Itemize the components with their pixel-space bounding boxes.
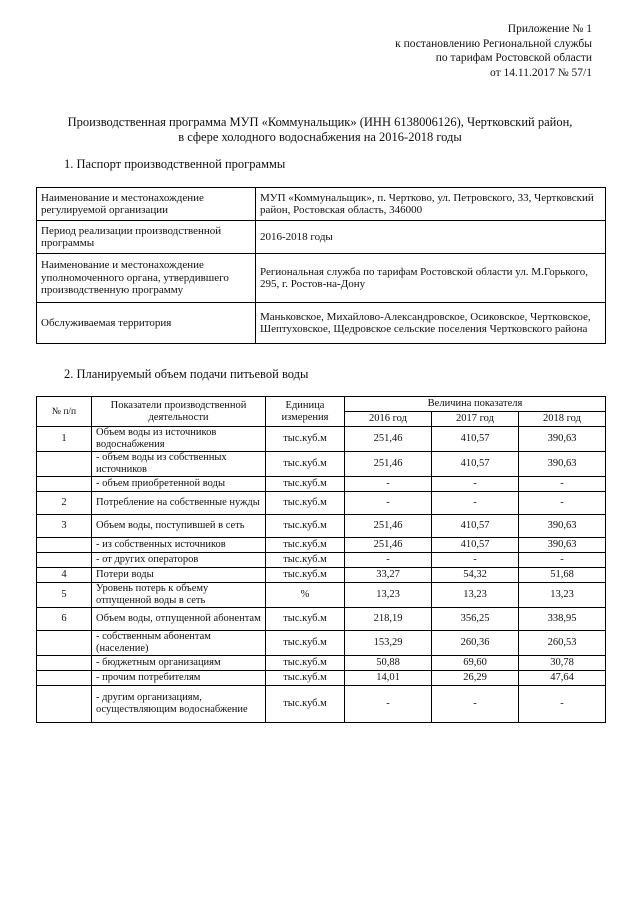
header-unit: Единица измерения	[266, 397, 345, 427]
table-row	[37, 656, 606, 671]
row-number	[37, 452, 92, 477]
appendix-line: к постановлению Региональной службы	[395, 37, 592, 50]
row-indicator: - собственным абонентам (население)	[92, 631, 266, 656]
row-number: 2	[37, 492, 92, 515]
row-number	[37, 553, 92, 568]
table-row	[37, 538, 606, 553]
row-unit: %	[266, 583, 345, 608]
row-value-2017: 410,57	[432, 515, 519, 538]
table-row	[37, 515, 606, 538]
table-row	[37, 303, 606, 344]
row-value-2017: 410,57	[432, 538, 519, 553]
row-indicator: - прочим потребителям	[92, 671, 266, 686]
row-value-2018: 51,68	[519, 568, 606, 583]
row-unit: тыс.куб.м	[266, 686, 345, 723]
header-year-2017: 2017 год	[432, 412, 519, 427]
row-value-2016: 153,29	[345, 631, 432, 656]
row-value-2017: 26,29	[432, 671, 519, 686]
row-number	[37, 477, 92, 492]
section-heading-passport: 1. Паспорт производственной программы	[64, 157, 286, 171]
passport-key: Период реализации производственной программы	[37, 221, 256, 254]
row-value-2016: 251,46	[345, 515, 432, 538]
row-value-2018: -	[519, 477, 606, 492]
row-indicator: Объем воды, поступившей в сеть	[92, 515, 266, 538]
table-row	[37, 671, 606, 686]
row-unit: тыс.куб.м	[266, 553, 345, 568]
row-number: 3	[37, 515, 92, 538]
header-name: Показатели производственной деятельности	[92, 397, 266, 427]
row-value-2017: 410,57	[432, 427, 519, 452]
row-value-2016: -	[345, 686, 432, 723]
row-value-2016: 50,88	[345, 656, 432, 671]
volume-table-body	[37, 427, 606, 723]
appendix-line: Приложение № 1	[507, 23, 592, 35]
volume-table	[36, 396, 606, 723]
row-value-2018: 260,53	[519, 631, 606, 656]
row-value-2016: -	[345, 477, 432, 492]
header-group: Величина показателя	[345, 397, 606, 412]
row-number	[37, 686, 92, 723]
table-row	[37, 452, 606, 477]
table-header-row	[37, 397, 606, 412]
passport-key: Наименование и местонахождение уполномоченного органа, утвердившего производственную программу	[37, 254, 256, 303]
row-indicator: Потребление на собственные нужды	[92, 492, 266, 515]
section-heading-volume: 2. Планируемый объем подачи питьевой воды	[64, 367, 309, 381]
table-row	[37, 188, 606, 221]
row-number: 5	[37, 583, 92, 608]
row-unit: тыс.куб.м	[266, 656, 345, 671]
row-value-2016: 218,19	[345, 608, 432, 631]
row-unit: тыс.куб.м	[266, 515, 345, 538]
row-unit: тыс.куб.м	[266, 538, 345, 553]
table-row	[37, 254, 606, 303]
row-value-2017: 260,36	[432, 631, 519, 656]
row-value-2018: 390,63	[519, 515, 606, 538]
row-value-2016: 33,27	[345, 568, 432, 583]
row-unit: тыс.куб.м	[266, 671, 345, 686]
appendix-line: от 14.11.2017 № 57/1	[490, 66, 592, 79]
row-number	[37, 631, 92, 656]
row-unit: тыс.куб.м	[266, 608, 345, 631]
row-value-2016: -	[345, 553, 432, 568]
row-indicator: Потери воды	[92, 568, 266, 583]
row-indicator: - бюджетным организациям	[92, 656, 266, 671]
row-indicator: - объем воды из собственных источников	[92, 452, 266, 477]
row-unit: тыс.куб.м	[266, 631, 345, 656]
passport-value: Маньковское, Михайлово-Александровское, Осиковское, Чертковское, Шептуховское, Щедровское сельские поселения Чертковского района	[256, 303, 606, 344]
row-value-2016: 13,23	[345, 583, 432, 608]
row-value-2018: 338,95	[519, 608, 606, 631]
header-year-2016: 2016 год	[345, 412, 432, 427]
table-row	[37, 492, 606, 515]
row-indicator: Уровень потерь к объему отпущенной воды в сеть	[92, 583, 266, 608]
row-indicator: - от других операторов	[92, 553, 266, 568]
row-value-2018: -	[519, 553, 606, 568]
row-unit: тыс.куб.м	[266, 477, 345, 492]
passport-value: 2016-2018 годы	[256, 221, 606, 254]
row-value-2018: -	[519, 686, 606, 723]
table-row	[37, 553, 606, 568]
table-row	[37, 686, 606, 723]
title-line: Производственная программа МУП «Коммунальщик» (ИНН 6138006126), Чертковский район,	[67, 115, 573, 129]
row-value-2017: -	[432, 492, 519, 515]
row-indicator: - другим организациям, осуществляющим водоснабжение	[92, 686, 266, 723]
row-value-2017: 69,60	[432, 656, 519, 671]
row-number	[37, 656, 92, 671]
table-row	[37, 477, 606, 492]
row-unit: тыс.куб.м	[266, 427, 345, 452]
row-number: 1	[37, 427, 92, 452]
table-row	[37, 583, 606, 608]
passport-key: Обслуживаемая территория	[37, 303, 256, 344]
passport-table	[36, 187, 606, 344]
row-value-2018: 390,63	[519, 452, 606, 477]
passport-value: Региональная служба по тарифам Ростовской области ул. М.Горького, 295, г. Ростов-на-Дону	[256, 254, 606, 303]
row-value-2017: -	[432, 553, 519, 568]
row-value-2018: 13,23	[519, 583, 606, 608]
row-value-2017: 356,25	[432, 608, 519, 631]
row-indicator: - объем приобретенной воды	[92, 477, 266, 492]
row-value-2018: 47,64	[519, 671, 606, 686]
table-row	[37, 608, 606, 631]
row-number: 4	[37, 568, 92, 583]
row-indicator: - из собственных источников	[92, 538, 266, 553]
row-unit: тыс.куб.м	[266, 492, 345, 515]
row-value-2017: -	[432, 477, 519, 492]
row-unit: тыс.куб.м	[266, 452, 345, 477]
row-number	[37, 538, 92, 553]
row-value-2017: 13,23	[432, 583, 519, 608]
passport-value: МУП «Коммунальщик», п. Чертково, ул. Петровского, 33, Чертковский район, Ростовская область, 346000	[256, 188, 606, 221]
title-line: в сфере холодного водоснабжения на 2016-2018 годы	[178, 130, 462, 144]
header-num: № п/п	[37, 397, 92, 427]
row-value-2018: 30,78	[519, 656, 606, 671]
row-value-2016: 251,46	[345, 427, 432, 452]
row-value-2017: 410,57	[432, 452, 519, 477]
row-value-2017: -	[432, 686, 519, 723]
table-row	[37, 427, 606, 452]
appendix-line: по тарифам Ростовской области	[435, 52, 592, 64]
row-value-2016: 14,01	[345, 671, 432, 686]
table-row	[37, 631, 606, 656]
passport-key: Наименование и местонахождение регулируемой организации	[37, 188, 256, 221]
row-value-2016: 251,46	[345, 538, 432, 553]
row-value-2016: 251,46	[345, 452, 432, 477]
table-row	[37, 568, 606, 583]
header-year-2018: 2018 год	[519, 412, 606, 427]
row-indicator: Объем воды, отпущенной абонентам	[92, 608, 266, 631]
row-number	[37, 671, 92, 686]
row-number: 6	[37, 608, 92, 631]
row-value-2016: -	[345, 492, 432, 515]
row-value-2018: 390,63	[519, 427, 606, 452]
table-row	[37, 221, 606, 254]
row-value-2018: -	[519, 492, 606, 515]
row-unit: тыс.куб.м	[266, 568, 345, 583]
document-title	[40, 115, 600, 145]
row-indicator: Объем воды из источников водоснабжения	[92, 427, 266, 452]
appendix-header	[395, 22, 592, 80]
row-value-2017: 54,32	[432, 568, 519, 583]
row-value-2018: 390,63	[519, 538, 606, 553]
